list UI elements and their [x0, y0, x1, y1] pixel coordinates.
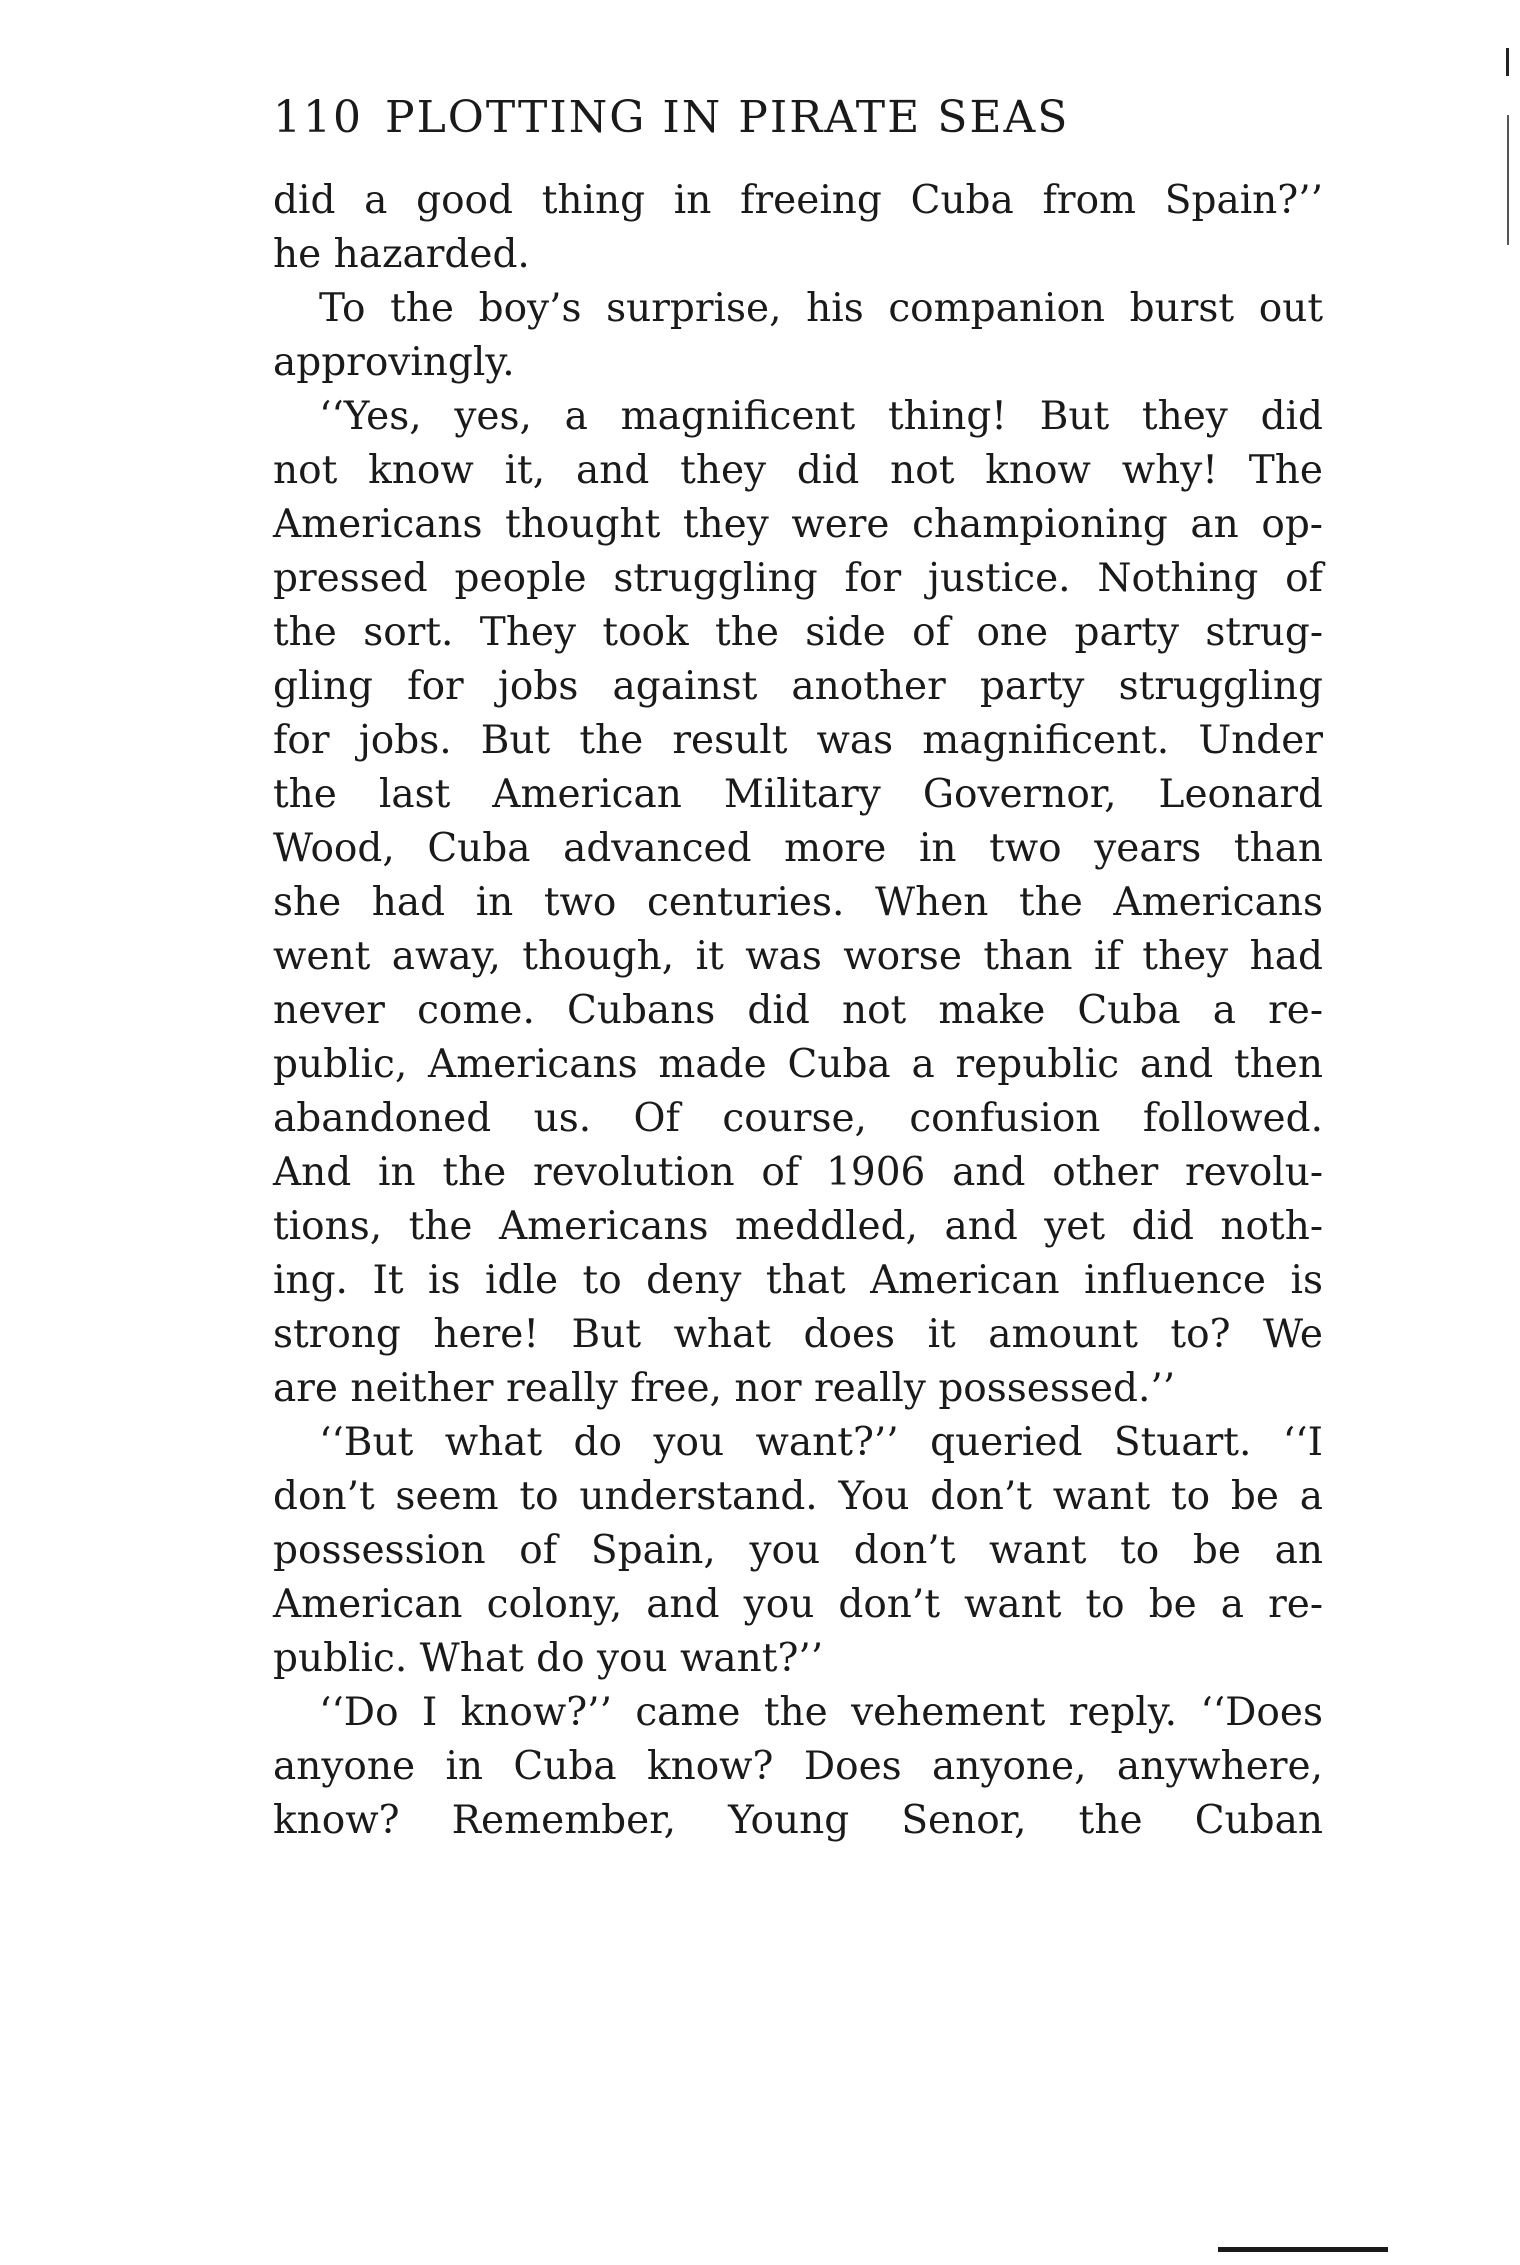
text-line: don’t seem to understand. You don’t want to be a [273, 1474, 1323, 1519]
text-line: public, Americans made Cuba a republic and then [273, 1042, 1323, 1087]
text-line: possession of Spain, you don’t want to be an [273, 1528, 1323, 1573]
text-line: did a good thing in freeing Cuba from Spain?’’ [273, 178, 1323, 223]
text-line: ‘‘Do I know?’’ came the vehement reply. ‘‘Does [319, 1690, 1323, 1735]
text-line: the sort. They took the side of one party strug- [273, 610, 1323, 655]
text-line: he hazarded. [273, 232, 530, 277]
body-text [273, 174, 1323, 1848]
text-line: ing. It is idle to deny that American influence is [273, 1258, 1323, 1303]
text-line: never come. Cubans did not make Cuba a re- [273, 988, 1323, 1033]
running-header [273, 88, 1323, 148]
running-title: PLOTTING IN PIRATE SEAS [384, 92, 1070, 143]
scan-edge-mark [1506, 48, 1509, 76]
scan-bottom-rule [1218, 2247, 1388, 2252]
text-line: she had in two centuries. When the Americans [273, 880, 1323, 925]
text-line: strong here! But what does it amount to? We [273, 1312, 1323, 1357]
text-line: And in the revolution of 1906 and other revolu- [273, 1150, 1323, 1195]
text-line: approvingly. [273, 340, 515, 385]
text-line: Wood, Cuba advanced more in two years than [273, 826, 1323, 871]
text-line: ‘‘Yes, yes, a magnificent thing! But they did [319, 394, 1323, 439]
text-line: not know it, and they did not know why! The [273, 448, 1323, 493]
text-line: To the boy’s surprise, his companion burst out [319, 286, 1323, 331]
text-line: gling for jobs against another party struggling [273, 664, 1323, 709]
text-line: tions, the Americans meddled, and yet did noth- [273, 1204, 1323, 1249]
text-line: are neither really free, nor really possessed.’’ [273, 1366, 1176, 1411]
text-line: know? Remember, Young Senor, the Cuban [273, 1798, 1323, 1843]
text-line: anyone in Cuba know? Does anyone, anywhere, [273, 1744, 1323, 1789]
text-line: pressed people struggling for justice. Nothing of [273, 556, 1323, 601]
text-line: Americans thought they were championing an op- [273, 502, 1323, 547]
text-line: abandoned us. Of course, confusion followed. [273, 1096, 1323, 1141]
text-line: the last American Military Governor, Leonard [273, 772, 1323, 817]
text-line: public. What do you want?’’ [273, 1636, 824, 1681]
scan-edge-line [1507, 115, 1509, 245]
page-number: 110 [273, 92, 363, 143]
text-line: ‘‘But what do you want?’’ queried Stuart. ‘‘I [319, 1420, 1323, 1465]
text-line: went away, though, it was worse than if they had [273, 934, 1323, 979]
text-line: American colony, and you don’t want to be a re- [273, 1582, 1323, 1627]
text-line: for jobs. But the result was magnificent. Under [273, 718, 1323, 763]
